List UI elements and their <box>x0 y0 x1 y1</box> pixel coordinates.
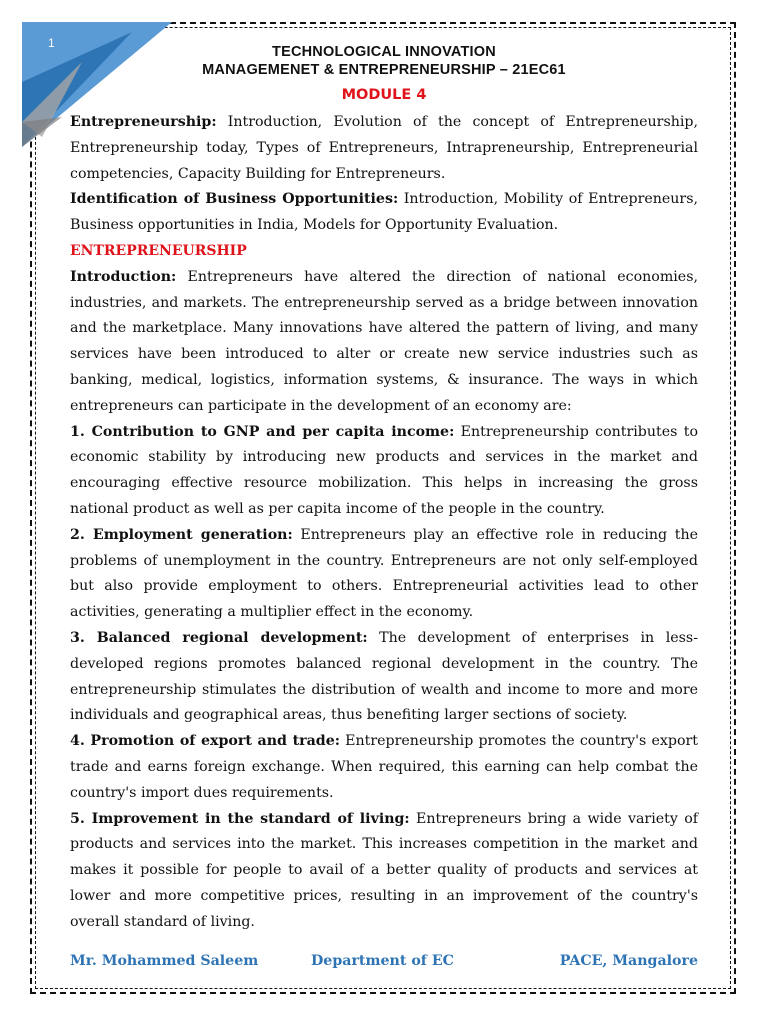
syllabus-topic-2-label: Identification of Business Opportunities: <box>70 191 399 208</box>
point-1 <box>70 420 698 523</box>
footer-institution: PACE, Mangalore <box>559 953 698 969</box>
point-5-label: 5. Improvement in the standard of living: <box>70 810 410 827</box>
course-title-line1: TECHNOLOGICAL INNOVATION <box>272 44 496 60</box>
module-heading: MODULE 4 <box>341 87 427 103</box>
point-4-text: Entrepreneurship promotes the country's export trade and earns foreign exchange. When required, this earning can help combat the country's import dues requirements. <box>70 733 698 801</box>
point-2-label: 2. Employment generation: <box>70 526 293 543</box>
syllabus-topic-1-text: Introduction, Evolution of the concept of Entrepreneurship, Entrepreneurship today, Types of Entrepreneurs, Intrapreneurship, Entrepreneurial competencies, Capacity Building for Entrepreneurs. <box>70 114 698 182</box>
point-2-text: Entrepreneurs play an effective role in reducing the problems of unemployment in the country. Entrepreneurs are not only self-employed but also provide employment to others. Entrepreneurial activities lead to other activities, generating a multiplier effect in the economy. <box>70 526 699 621</box>
syllabus-topic-2-text: Introduction, Mobility of Entrepreneurs, Business opportunities in India, Models for Opportunity Evaluation. <box>70 191 698 234</box>
point-1-text: Entrepreneurship contributes to economic stability by introducing new products and services in the market and encouraging effective resource mobilization. This helps in increasing the gross national product as well as per capita income of the people in the country. <box>70 423 698 517</box>
syllabus-topic-2 <box>70 187 698 239</box>
point-4-label: 4. Promotion of export and trade: <box>70 733 340 750</box>
course-title-line2: MANAGEMENET & ENTREPRENEURSHIP – 21EC61 <box>202 62 566 78</box>
point-1-label: 1. Contribution to GNP and per capita income: <box>70 423 455 440</box>
intro-paragraph <box>70 265 698 420</box>
point-3-text: The development of enterprises in less-developed regions promotes balanced regional development in the country. The entrepreneurship stimulates the distribution of wealth and income to more and more individuals and geographical areas, thus benefiting larger sections of society. <box>70 629 698 724</box>
point-5 <box>70 807 698 936</box>
footer-department: Department of EC <box>311 953 454 969</box>
document-body <box>70 110 698 936</box>
section-heading: ENTREPRENEURSHIP <box>70 242 247 259</box>
intro-text: Entrepreneurs have altered the direction of national economies, industries, and markets. The entrepreneurship served as a bridge between innovation and the marketplace. Many innovations have altered the pattern of living, and many services have been introduced to alter or create new service industries such as banking, medical, logistics, information systems, & insurance. The ways in which entrepreneurs can participate in the development of an economy are: <box>70 268 698 414</box>
point-3-label: 3. Balanced regional development: <box>70 629 368 646</box>
footer-author: Mr. Mohammed Saleem <box>70 953 259 969</box>
intro-label: Introduction: <box>70 268 177 285</box>
syllabus-topic-1-label: Entrepreneurship: <box>70 114 217 130</box>
page-number: 1 <box>48 36 55 50</box>
point-5-text: Entrepreneurs bring a wide variety of products and services into the market. This increases competition in the market and makes it possible for people to avail of a better quality of products and services at lower and more competitive prices, resulting in an improvement of the country's overall standard of living. <box>70 810 698 930</box>
syllabus-topic-1 <box>70 110 698 187</box>
point-2 <box>70 523 698 626</box>
point-3 <box>70 626 698 729</box>
point-4 <box>70 729 698 806</box>
